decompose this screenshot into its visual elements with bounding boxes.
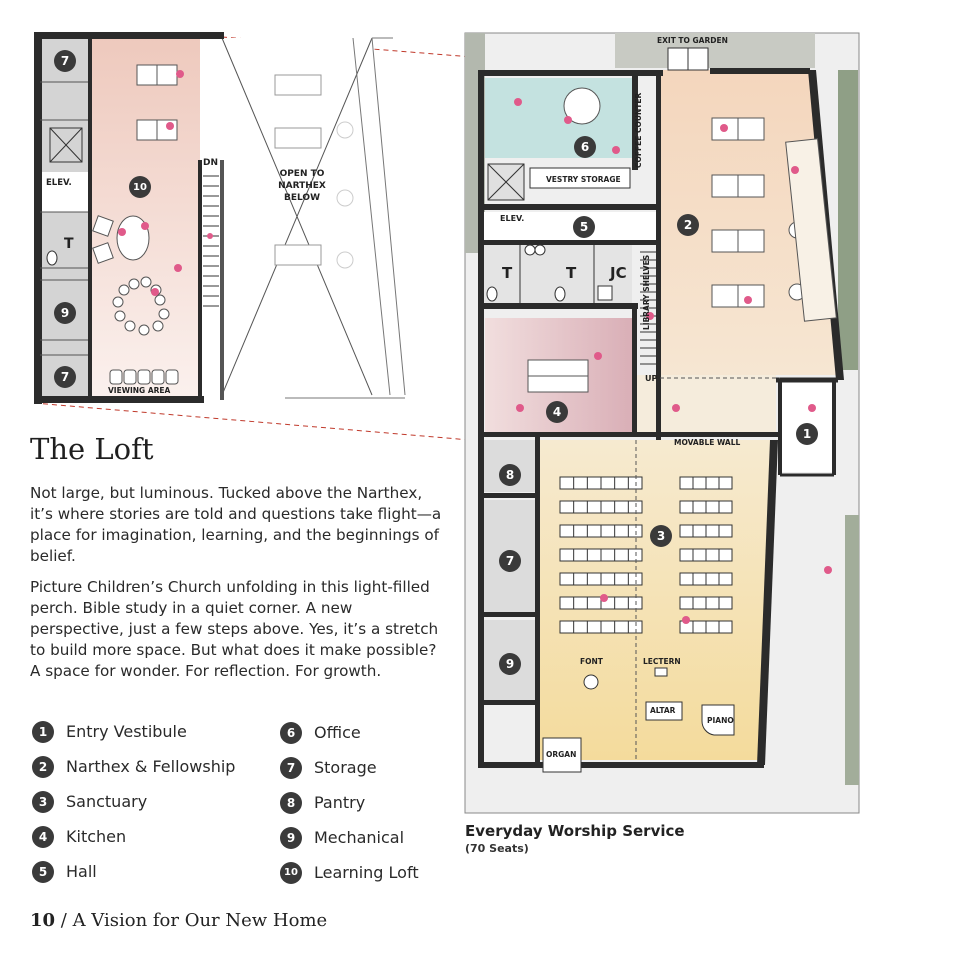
page-number: 10	[30, 910, 56, 931]
open-label-line2: NARTHEX	[278, 181, 326, 191]
piano-label: PIANO	[707, 716, 734, 725]
coffee-counter-text: COFFEE COUNTER	[634, 92, 643, 168]
legend-label: Mechanical	[314, 828, 405, 847]
legend-badge: 6	[280, 722, 302, 744]
badge-entry: 1	[796, 423, 818, 445]
library-shelves-label	[642, 255, 651, 330]
legend-item	[32, 854, 235, 889]
badge-kitchen: 4	[546, 401, 568, 423]
footer-separator: /	[55, 910, 73, 931]
loft-badge-learning-loft: 10	[129, 176, 151, 198]
legend-badge: 5	[32, 861, 54, 883]
legend-item	[32, 819, 235, 854]
legend-badge: 2	[32, 756, 54, 778]
legend-badge: 7	[280, 757, 302, 779]
legend-item	[280, 820, 419, 855]
open-label-line3: BELOW	[284, 193, 320, 203]
legend-item	[280, 750, 419, 785]
badge-pantry: 8	[499, 464, 521, 486]
plan-caption: Everyday Worship Service	[465, 822, 685, 840]
legend-label: Office	[314, 723, 361, 742]
legend-item	[32, 749, 235, 784]
legend-label: Sanctuary	[66, 792, 148, 811]
badge-office: 6	[574, 136, 596, 158]
loft-badge-storage: 7	[54, 50, 76, 72]
loft-stair-dn-label: DN	[203, 158, 219, 168]
coffee-counter-label	[634, 93, 643, 168]
legend-item	[280, 855, 419, 890]
loft-badge-mechanical: 9	[54, 302, 76, 324]
organ-label: ORGAN	[546, 750, 577, 759]
legend-label: Learning Loft	[314, 863, 419, 882]
loft-title: The Loft	[30, 432, 154, 466]
loft-paragraph-2: Picture Children’s Church unfolding in this light-filled perch. Bible study in a quiet corner. A new perspective, just a few steps above. Yes, it’s a stretch to build more space. But what does it make possible? A space for wonder. For reflection. For growth.	[30, 578, 439, 680]
altar-label: ALTAR	[650, 706, 676, 715]
legend-badge: 3	[32, 791, 54, 813]
legend-item	[280, 785, 419, 820]
legend-item	[280, 715, 419, 750]
main-elev-label: ELEV.	[500, 214, 525, 223]
plan-subcaption: (70 Seats)	[465, 842, 529, 855]
open-to-narthex-label	[262, 168, 342, 204]
legend-badge: 9	[280, 827, 302, 849]
main-plan	[465, 33, 859, 813]
exit-to-garden-label: EXIT TO GARDEN	[657, 36, 728, 45]
lectern-label: LECTERN	[643, 657, 681, 666]
legend-label: Storage	[314, 758, 377, 777]
toilet-2-label: T	[566, 264, 577, 282]
legend-item	[32, 714, 235, 749]
movable-wall-label: MOVABLE WALL	[674, 438, 741, 447]
badge-storage: 7	[499, 550, 521, 572]
badge-narthex: 2	[677, 214, 699, 236]
legend-label: Pantry	[314, 793, 366, 812]
legend-item	[32, 784, 235, 819]
legend-label: Entry Vestibule	[66, 722, 187, 741]
open-label-line1: OPEN TO	[279, 169, 325, 179]
up-label: UP	[645, 374, 658, 383]
vestry-storage-label: VESTRY STORAGE	[546, 175, 621, 184]
legend-column-2	[280, 715, 419, 890]
footer-title: A Vision for Our New Home	[72, 910, 328, 931]
loft-badge-storage-2: 7	[54, 366, 76, 388]
janitor-closet-label: JC	[610, 264, 627, 282]
badge-hall: 5	[573, 216, 595, 238]
legend-label: Narthex & Fellowship	[66, 757, 236, 776]
legend-badge: 1	[32, 721, 54, 743]
loft-plan	[34, 32, 405, 404]
font-label: FONT	[580, 657, 603, 666]
page-footer	[30, 910, 327, 931]
legend-column-1	[32, 714, 235, 889]
library-shelves-text: LIBRARY SHELVES	[642, 254, 651, 330]
legend-badge: 8	[280, 792, 302, 814]
badge-sanctuary: 3	[650, 525, 672, 547]
viewing-area-label: VIEWING AREA	[108, 386, 171, 395]
legend-badge: 10	[280, 862, 302, 884]
toilet-1-label: T	[502, 264, 513, 282]
loft-paragraph-1: Not large, but luminous. Tucked above the Narthex, it’s where stories are told and questions take flight—a place for imagination, learning, and the beginnings of belief.	[30, 484, 442, 565]
legend-label: Hall	[66, 862, 97, 881]
badge-mechanical: 9	[499, 653, 521, 675]
legend-label: Kitchen	[66, 827, 127, 846]
legend-badge: 4	[32, 826, 54, 848]
loft-elev-label: ELEV.	[46, 178, 72, 188]
loft-toilet-label: T	[64, 236, 74, 252]
